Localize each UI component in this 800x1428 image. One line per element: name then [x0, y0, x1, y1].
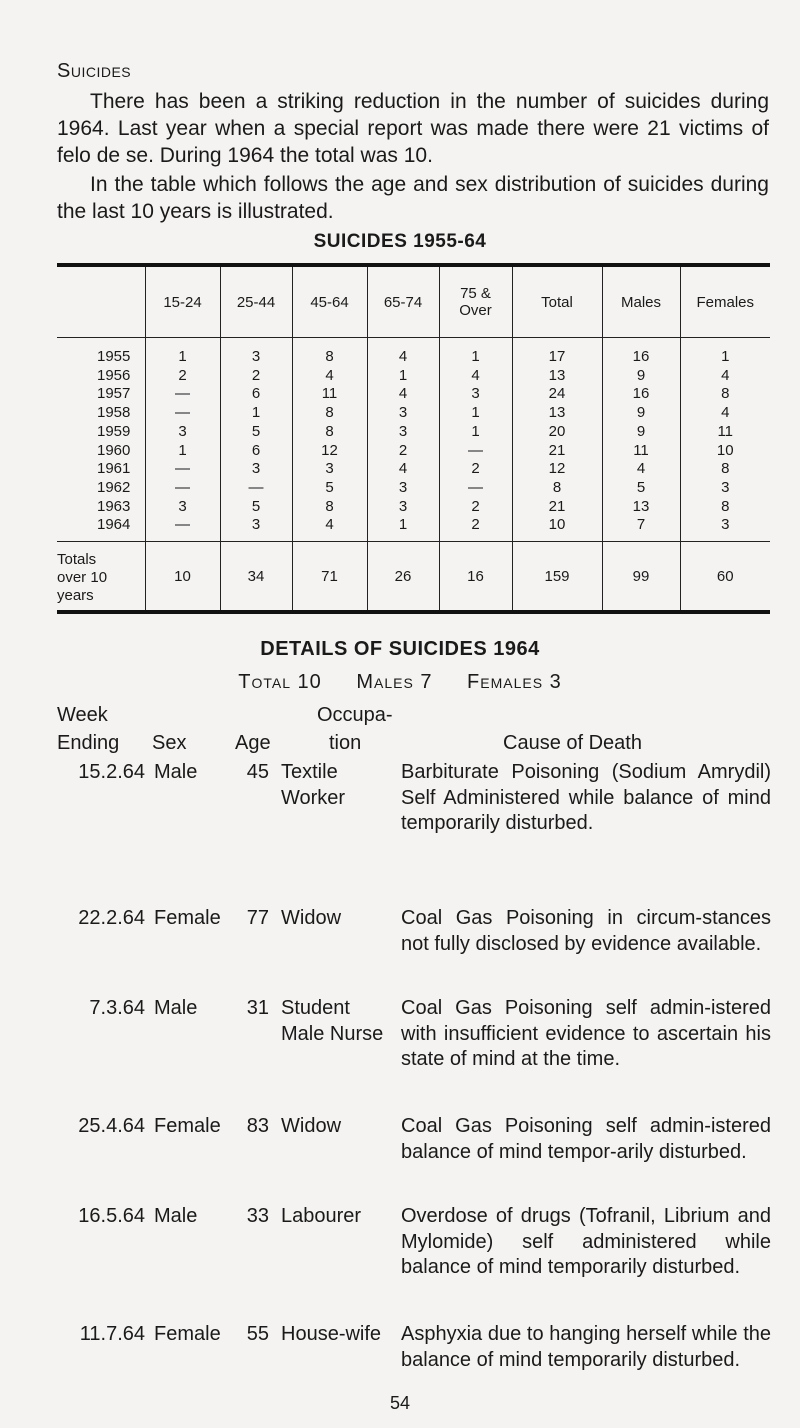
table-cell: 9 [602, 423, 680, 442]
table-row [57, 367, 770, 386]
table-cell: 4 [367, 338, 439, 367]
cause-cell: Asphyxia due to hanging herself while the balance of mind temporarily disturbed. [401, 1323, 771, 1371]
table-cell: 26 [367, 542, 439, 613]
table-row [57, 338, 770, 367]
table-cell: 3 [367, 423, 439, 442]
header-cell: 25-44 [220, 265, 292, 338]
table-cell: 3 [220, 338, 292, 367]
details-row [57, 1114, 771, 1204]
table-cell: — [439, 479, 512, 498]
age-cell: 33 [246, 1205, 269, 1227]
sex-cell: Female [154, 1323, 221, 1345]
details-summary [0, 671, 800, 694]
table-cell: 1 [439, 404, 512, 423]
table-cell: — [145, 404, 220, 423]
table-intro-paragraph: In the table which follows the age and sex distribution of suicides during the last 10 years is illustrated. [57, 173, 769, 223]
table-row [57, 516, 770, 541]
year-cell: 1957 [97, 385, 131, 403]
table-cell: — [145, 479, 220, 498]
table-cell: 3 [680, 516, 770, 541]
details-row [57, 1204, 771, 1322]
sex-cell: Male [154, 1205, 198, 1227]
table-cell: 13 [602, 498, 680, 517]
table-cell: 3 [439, 385, 512, 404]
table-cell: 99 [602, 542, 680, 613]
year-cell: 1955 [97, 348, 131, 365]
table-cell: 9 [602, 367, 680, 386]
occupation-cell: Widow [281, 907, 342, 929]
table-cell: 24 [512, 385, 602, 404]
table-cell: 21 [512, 498, 602, 517]
table-row [57, 460, 770, 479]
cause-cell: Barbiturate Poisoning (Sodium Amrydil) Self Administered while balance of mind temporarily disturbed. [401, 761, 771, 835]
page-number: 54 [389, 1393, 411, 1413]
week-ending-cell: 7.3.64 [89, 997, 145, 1019]
table-cell: — [220, 479, 292, 498]
year-cell: 1960 [97, 441, 131, 459]
header-week: Week [57, 704, 108, 726]
age-cell: 77 [246, 907, 269, 929]
totals-label: Totals over 10 years [57, 551, 108, 605]
table-cell: 12 [292, 442, 367, 461]
age-cell: 45 [246, 761, 269, 783]
intro-paragraph: There has been a striking reduction in the number of suicides during 1964. Last year when a special report was made there were 21 victims of felo de se. During 1964 the total was 10. [57, 90, 769, 167]
occupation-cell: Student Male Nurse [281, 997, 384, 1045]
table-cell: 20 [512, 423, 602, 442]
week-ending-cell: 15.2.64 [78, 761, 145, 783]
sex-cell: Female [154, 907, 221, 929]
table-cell: 5 [602, 479, 680, 498]
details-row [57, 996, 771, 1114]
table-cell: 6 [220, 442, 292, 461]
table-cell: 1 [439, 423, 512, 442]
cause-cell: Coal Gas Poisoning in circum-stances not fully disclosed by evidence available. [401, 907, 771, 955]
header-age: Age [235, 732, 271, 754]
table-cell: 71 [292, 542, 367, 613]
table-cell: 5 [220, 423, 292, 442]
sex-cell: Male [154, 997, 198, 1019]
table-cell: — [145, 385, 220, 404]
year-cell: 1963 [97, 497, 131, 515]
table-cell: 1 [439, 338, 512, 367]
year-cell: 1964 [97, 516, 131, 534]
table-cell: 2 [439, 460, 512, 479]
header-cell: Total [512, 265, 602, 338]
header-cell [57, 265, 145, 338]
table-row [57, 385, 770, 404]
cause-cell: Overdose of drugs (Tofranil, Librium and Mylomide) self administered while balance of mind temporarily disturbed. [401, 1205, 771, 1279]
table-cell: 4 [602, 460, 680, 479]
table-cell: 3 [367, 479, 439, 498]
table-cell: 8 [292, 423, 367, 442]
section-heading: Suicides [57, 60, 132, 82]
totals-row [57, 542, 770, 613]
cause-cell: Coal Gas Poisoning self admin-istered with insufficient evidence to ascertain his state of mind at the time. [401, 997, 771, 1071]
table-cell: 60 [680, 542, 770, 613]
table-cell: 4 [439, 367, 512, 386]
table-cell: 9 [602, 404, 680, 423]
details-title: DETAILS OF SUICIDES 1964 [260, 638, 540, 660]
age-cell: 83 [246, 1115, 269, 1137]
table-cell: 10 [512, 516, 602, 541]
table-cell: 2 [220, 367, 292, 386]
table-cell: — [439, 442, 512, 461]
table-cell: 4 [680, 404, 770, 423]
table-cell: 1 [680, 338, 770, 367]
table-cell: 4 [292, 516, 367, 541]
age-cell: 31 [246, 997, 269, 1019]
header-sex: Sex [152, 732, 187, 754]
table-cell: 16 [439, 542, 512, 613]
occupation-cell: Labourer [281, 1205, 362, 1227]
header-cell: Females [680, 265, 770, 338]
table-cell: 1 [145, 338, 220, 367]
week-ending-cell: 11.7.64 [79, 1323, 145, 1345]
table-cell: 21 [512, 442, 602, 461]
table-cell: 1 [367, 516, 439, 541]
summary-total: Total 10 [238, 671, 322, 693]
table-cell: 17 [512, 338, 602, 367]
table-cell: 5 [220, 498, 292, 517]
table-cell: 2 [145, 367, 220, 386]
week-ending-cell: 22.2.64 [78, 907, 145, 929]
table-cell: 5 [292, 479, 367, 498]
table-cell: 1 [367, 367, 439, 386]
table-cell: 4 [367, 460, 439, 479]
cause-cell: Coal Gas Poisoning self admin-istered balance of mind tempor-arily disturbed. [401, 1115, 771, 1163]
table-cell: 2 [439, 498, 512, 517]
table-cell: 7 [602, 516, 680, 541]
details-header [57, 702, 771, 760]
suicides-table-title: SUICIDES 1955-64 [313, 231, 487, 252]
table-cell: 11 [680, 423, 770, 442]
table-row [57, 479, 770, 498]
table-cell: 34 [220, 542, 292, 613]
summary-females: Females 3 [467, 671, 562, 693]
table-cell: — [145, 516, 220, 541]
table-cell: 3 [367, 498, 439, 517]
year-cell: 1959 [97, 422, 131, 440]
table-cell: 1 [220, 404, 292, 423]
table-cell: 4 [680, 367, 770, 386]
table-row [57, 404, 770, 423]
occupation-cell: Textile Worker [281, 761, 346, 809]
header-ending: Ending [57, 732, 120, 754]
table-cell: 4 [367, 385, 439, 404]
table-cell: 10 [680, 442, 770, 461]
table-cell: 6 [220, 385, 292, 404]
table-cell: 4 [292, 367, 367, 386]
table-row [57, 442, 770, 461]
age-cell: 55 [246, 1323, 269, 1345]
details-body [57, 760, 771, 1414]
header-cell: Males [602, 265, 680, 338]
details-row [57, 906, 771, 996]
table-cell: 3 [145, 498, 220, 517]
table-cell: 159 [512, 542, 602, 613]
header-cell: 75 & Over [439, 265, 512, 338]
table-cell: 2 [367, 442, 439, 461]
occupation-cell: House-wife [281, 1323, 382, 1345]
table-cell: 16 [602, 385, 680, 404]
table-cell: 11 [602, 442, 680, 461]
table-cell: 16 [602, 338, 680, 367]
header-cause: Cause of Death [503, 732, 642, 754]
table-cell: 13 [512, 367, 602, 386]
header-cell: 15-24 [145, 265, 220, 338]
table-cell: 11 [292, 385, 367, 404]
table-cell: 2 [439, 516, 512, 541]
header-occupation-line1: Occupa- [317, 704, 393, 726]
occupation-cell: Widow [281, 1115, 342, 1137]
table-cell: 13 [512, 404, 602, 423]
year-cell: 1961 [97, 460, 131, 478]
details-table [57, 702, 771, 1414]
table-cell: 1 [145, 442, 220, 461]
table-cell: 3 [145, 423, 220, 442]
header-occupation-line2: tion [329, 732, 362, 754]
year-cell: 1962 [97, 478, 131, 496]
table-row [57, 423, 770, 442]
table-cell: 8 [680, 498, 770, 517]
table-cell: 8 [680, 460, 770, 479]
header-cell: 45-64 [292, 265, 367, 338]
table-cell: 8 [292, 338, 367, 367]
suicides-by-age-table [57, 263, 770, 614]
header-cell: 65-74 [367, 265, 439, 338]
table-header-row [57, 265, 770, 338]
table-cell: 8 [512, 479, 602, 498]
details-row [57, 760, 771, 906]
table-cell: 3 [292, 460, 367, 479]
table-cell: — [145, 460, 220, 479]
year-cell: 1956 [97, 366, 131, 384]
table-cell: 8 [292, 498, 367, 517]
table-cell: 3 [367, 404, 439, 423]
table-cell: 3 [220, 460, 292, 479]
table-cell: 3 [680, 479, 770, 498]
summary-males: Males 7 [356, 671, 433, 693]
year-cell: 1958 [97, 404, 131, 422]
sex-cell: Female [154, 1115, 221, 1137]
sex-cell: Male [154, 761, 198, 783]
table-cell: 8 [680, 385, 770, 404]
table-cell: 8 [292, 404, 367, 423]
table-row [57, 498, 770, 517]
table-cell: 12 [512, 460, 602, 479]
week-ending-cell: 16.5.64 [78, 1205, 145, 1227]
table-cell: 10 [145, 542, 220, 613]
table-cell: 3 [220, 516, 292, 541]
week-ending-cell: 25.4.64 [78, 1115, 145, 1137]
